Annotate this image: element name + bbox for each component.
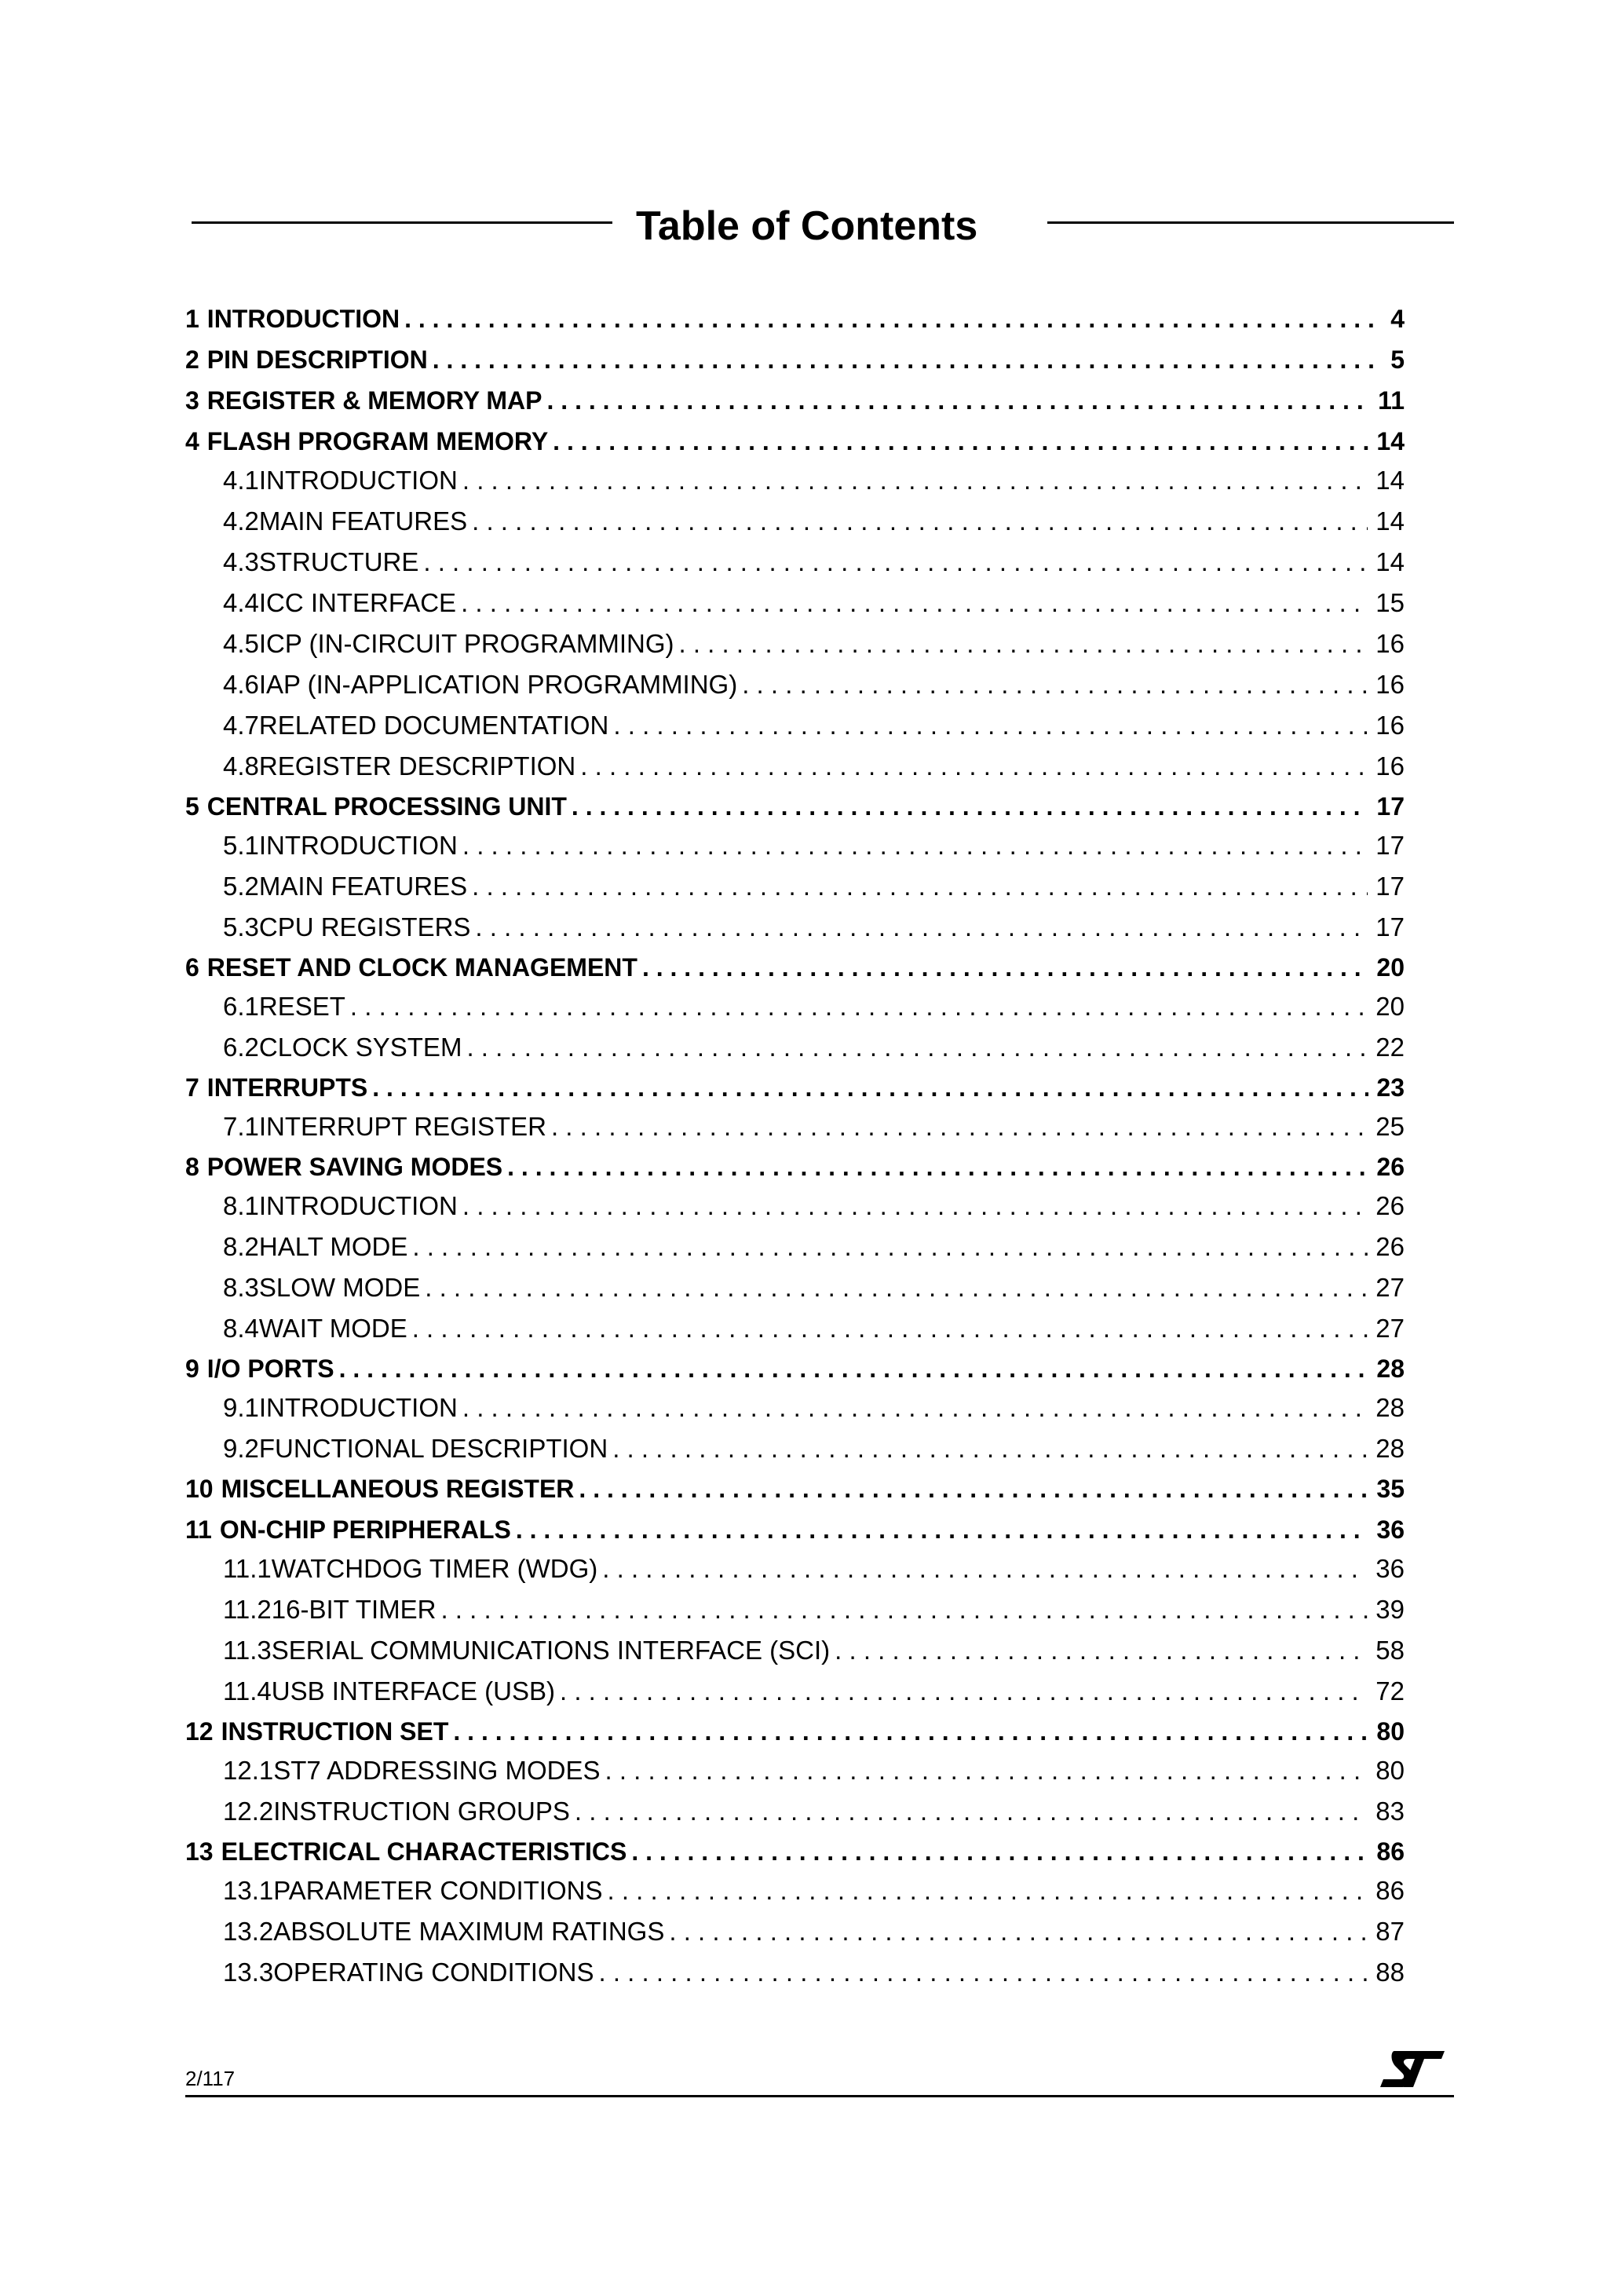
toc-entry-page: 14 bbox=[1375, 506, 1405, 536]
title-rule-right bbox=[1047, 221, 1454, 224]
toc-entry-number: 8.3 bbox=[223, 1273, 259, 1302]
toc-entry-page: 16 bbox=[1375, 629, 1405, 658]
toc-section-entry[interactable] bbox=[185, 1797, 1405, 1828]
toc-entry-page: 5 bbox=[1390, 345, 1405, 374]
toc-entry-page: 17 bbox=[1375, 912, 1405, 941]
toc-leader-dots bbox=[572, 792, 1369, 821]
toc-entry-label: FLASH PROGRAM MEMORY bbox=[206, 427, 549, 455]
toc-section-entry[interactable] bbox=[185, 1273, 1405, 1304]
toc-leader-dots bbox=[461, 588, 1368, 618]
toc-leader-dots bbox=[472, 872, 1368, 901]
toc-entry-number: 4.6 bbox=[223, 670, 259, 699]
toc-entry-number: 8 bbox=[185, 1153, 199, 1181]
toc-chapter-entry[interactable] bbox=[185, 1153, 1405, 1184]
toc-entry-page: 26 bbox=[1376, 1153, 1405, 1181]
toc-leader-dots bbox=[350, 992, 1368, 1022]
toc-entry-page: 87 bbox=[1375, 1917, 1405, 1946]
toc-entry-page: 14 bbox=[1376, 427, 1405, 455]
toc-leader-dots bbox=[412, 1314, 1368, 1344]
toc-entry-page: 15 bbox=[1375, 588, 1405, 617]
toc-entry-label: INTRODUCTION bbox=[258, 831, 458, 860]
toc-section-entry[interactable] bbox=[185, 1595, 1405, 1626]
toc-leader-dots bbox=[462, 1393, 1368, 1423]
toc-entry-number: 8.4 bbox=[223, 1314, 259, 1343]
toc-entry-page: 17 bbox=[1376, 792, 1405, 821]
toc-entry-label: REGISTER DESCRIPTION bbox=[258, 751, 576, 781]
toc-entry-label: INTRODUCTION bbox=[206, 305, 400, 333]
toc-entry-number: 4.3 bbox=[223, 547, 259, 576]
toc-chapter-entry[interactable] bbox=[185, 1073, 1405, 1105]
toc-entry-label: INTRODUCTION bbox=[258, 466, 458, 495]
toc-leader-dots bbox=[580, 751, 1368, 781]
toc-chapter-entry[interactable] bbox=[185, 427, 1405, 459]
toc-entry-label: REGISTER & MEMORY MAP bbox=[206, 386, 542, 415]
toc-leader-dots bbox=[608, 1876, 1368, 1906]
toc-section-entry[interactable] bbox=[185, 547, 1405, 579]
toc-leader-dots bbox=[642, 953, 1368, 982]
toc-entry-label: INTRODUCTION bbox=[258, 1191, 458, 1220]
toc-entry-label: IAP (IN-APPLICATION PROGRAMMING) bbox=[258, 670, 738, 699]
toc-entry-page: 16 bbox=[1375, 670, 1405, 699]
toc-chapter-entry[interactable] bbox=[185, 1355, 1405, 1386]
toc-entry-page: 23 bbox=[1376, 1073, 1405, 1102]
toc-entry-page: 86 bbox=[1376, 1837, 1405, 1866]
toc-entry-label: RESET bbox=[258, 992, 345, 1021]
toc-chapter-entry[interactable] bbox=[185, 953, 1405, 985]
toc-entry-number: 4.1 bbox=[223, 466, 259, 495]
toc-chapter-entry[interactable] bbox=[185, 1515, 1405, 1547]
toc-section-entry[interactable] bbox=[185, 1393, 1405, 1424]
toc-entry-label: INTERRUPTS bbox=[206, 1073, 368, 1102]
toc-entry-number: 3 bbox=[185, 386, 199, 415]
toc-leader-dots bbox=[372, 1073, 1368, 1102]
toc-entry-page: 4 bbox=[1390, 305, 1405, 333]
toc-leader-dots bbox=[472, 506, 1368, 536]
toc-chapter-entry[interactable] bbox=[185, 1837, 1405, 1869]
toc-entry-label: POWER SAVING MODES bbox=[206, 1153, 503, 1181]
toc-leader-dots bbox=[453, 1717, 1368, 1746]
toc-entry-label: ON-CHIP PERIPHERALS bbox=[219, 1515, 511, 1544]
toc-entry-label: MAIN FEATURES bbox=[258, 506, 468, 536]
toc-entry-number: 11.3 bbox=[223, 1636, 272, 1665]
toc-section-entry[interactable] bbox=[185, 912, 1405, 944]
toc-entry-label: WATCHDOG TIMER (WDG) bbox=[271, 1554, 598, 1583]
toc-entry-page: 27 bbox=[1375, 1273, 1405, 1302]
toc-section-entry[interactable] bbox=[185, 1314, 1405, 1345]
toc-entry-page: 17 bbox=[1375, 872, 1405, 901]
toc-section-entry[interactable] bbox=[185, 1033, 1405, 1064]
toc-entry-label: ICC INTERFACE bbox=[258, 588, 457, 617]
toc-entry-number: 4 bbox=[185, 427, 199, 455]
toc-entry-page: 20 bbox=[1375, 992, 1405, 1021]
toc-entry-page: 80 bbox=[1376, 1717, 1405, 1746]
toc-entry-number: 11 bbox=[185, 1515, 212, 1544]
toc-section-entry[interactable] bbox=[185, 1958, 1405, 1989]
toc-entry-label: USB INTERFACE (USB) bbox=[271, 1676, 555, 1706]
toc-entry-label: PIN DESCRIPTION bbox=[206, 345, 428, 374]
toc-entry-label: ST7 ADDRESSING MODES bbox=[273, 1756, 601, 1785]
toc-entry-page: 36 bbox=[1376, 1515, 1405, 1544]
toc-leader-dots bbox=[475, 912, 1368, 942]
toc-entry-number: 6.2 bbox=[223, 1033, 259, 1062]
toc-leader-dots bbox=[423, 547, 1368, 577]
toc-chapter-entry[interactable] bbox=[185, 386, 1405, 418]
toc-entry-label: RESET AND CLOCK MANAGEMENT bbox=[206, 953, 637, 982]
toc-leader-dots bbox=[440, 1595, 1368, 1625]
toc-entry-number: 6 bbox=[185, 953, 199, 982]
toc-entry-page: 16 bbox=[1375, 711, 1405, 740]
toc-section-entry[interactable] bbox=[185, 1554, 1405, 1585]
toc-section-entry[interactable] bbox=[185, 629, 1405, 660]
toc-section-entry[interactable] bbox=[185, 1434, 1405, 1465]
toc-section-entry[interactable] bbox=[185, 831, 1405, 862]
toc-section-entry[interactable] bbox=[185, 1636, 1405, 1667]
toc-entry-number: 8.1 bbox=[223, 1191, 259, 1220]
toc-entry-label: OPERATING CONDITIONS bbox=[273, 1958, 594, 1987]
toc-entry-label: CLOCK SYSTEM bbox=[258, 1033, 462, 1062]
toc-entry-label: HALT MODE bbox=[258, 1232, 408, 1261]
toc-entry-number: 9.2 bbox=[223, 1434, 259, 1463]
toc-entry-number: 8.2 bbox=[223, 1232, 259, 1261]
toc-leader-dots bbox=[462, 466, 1368, 495]
toc-chapter-entry[interactable] bbox=[185, 1475, 1405, 1506]
toc-entry-number: 4.5 bbox=[223, 629, 259, 658]
toc-entry-page: 28 bbox=[1375, 1434, 1405, 1463]
toc-entry-number: 2 bbox=[185, 345, 199, 374]
toc-entry-page: 88 bbox=[1375, 1958, 1405, 1987]
toc-leader-dots bbox=[433, 345, 1383, 375]
toc-section-entry[interactable] bbox=[185, 1676, 1405, 1708]
toc-leader-dots bbox=[631, 1837, 1368, 1866]
toc-leader-dots bbox=[742, 670, 1368, 700]
toc-entry-page: 26 bbox=[1375, 1232, 1405, 1261]
toc-entry-page: 25 bbox=[1375, 1112, 1405, 1141]
toc-leader-dots bbox=[462, 1191, 1368, 1221]
toc-leader-dots bbox=[462, 831, 1368, 861]
toc-entry-label: SLOW MODE bbox=[258, 1273, 421, 1302]
toc-chapter-entry[interactable] bbox=[185, 345, 1405, 377]
toc-section-entry[interactable] bbox=[185, 1232, 1405, 1263]
page-number: 2/117 bbox=[185, 2067, 236, 2090]
st-logo-icon bbox=[1379, 2048, 1446, 2090]
toc-entry-number: 4.7 bbox=[223, 711, 259, 740]
toc-entry-page: 35 bbox=[1376, 1475, 1405, 1503]
toc-leader-dots bbox=[551, 1112, 1368, 1142]
toc-leader-dots bbox=[466, 1033, 1368, 1062]
toc-entry-page: 14 bbox=[1375, 547, 1405, 576]
toc-leader-dots bbox=[679, 629, 1368, 659]
toc-entry-label: INTRODUCTION bbox=[258, 1393, 458, 1422]
toc-leader-dots bbox=[602, 1554, 1368, 1584]
toc-entry-number: 13 bbox=[185, 1837, 214, 1866]
toc-leader-dots bbox=[560, 1676, 1368, 1706]
toc-leader-dots bbox=[547, 386, 1371, 415]
toc-section-entry[interactable] bbox=[185, 466, 1405, 497]
toc-leader-dots bbox=[507, 1153, 1368, 1182]
toc-entry-label: PARAMETER CONDITIONS bbox=[273, 1876, 603, 1905]
toc-entry-number: 4.8 bbox=[223, 751, 259, 781]
toc-entry-page: 28 bbox=[1376, 1355, 1405, 1383]
toc-leader-dots bbox=[425, 1273, 1368, 1303]
toc-entry-label: STRUCTURE bbox=[258, 547, 419, 576]
toc-entry-page: 86 bbox=[1375, 1876, 1405, 1905]
toc-entry-label: ABSOLUTE MAXIMUM RATINGS bbox=[273, 1917, 665, 1946]
toc-entry-number: 5.2 bbox=[223, 872, 259, 901]
toc-entry-page: 26 bbox=[1375, 1191, 1405, 1220]
toc-leader-dots bbox=[553, 427, 1368, 456]
toc-entry-number: 11.1 bbox=[223, 1554, 272, 1583]
toc-entry-label: INTERRUPT REGISTER bbox=[258, 1112, 546, 1141]
toc-leader-dots bbox=[516, 1515, 1369, 1545]
toc-leader-dots bbox=[339, 1355, 1369, 1384]
toc-entry-label: ICP (IN-CIRCUIT PROGRAMMING) bbox=[258, 629, 674, 658]
toc-section-entry[interactable] bbox=[185, 1112, 1405, 1143]
toc-entry-label: SERIAL COMMUNICATIONS INTERFACE (SCI) bbox=[271, 1636, 831, 1665]
toc-section-entry[interactable] bbox=[185, 588, 1405, 620]
toc-entry-number: 1 bbox=[185, 305, 199, 333]
toc-entry-page: 22 bbox=[1375, 1033, 1405, 1062]
toc-entry-number: 9.1 bbox=[223, 1393, 259, 1422]
toc-section-entry[interactable] bbox=[185, 506, 1405, 538]
toc-entry-page: 80 bbox=[1375, 1756, 1405, 1785]
footer-rule bbox=[185, 2095, 1454, 2097]
toc-entry-page: 83 bbox=[1375, 1797, 1405, 1826]
title-row bbox=[192, 195, 1454, 258]
toc-entry-number: 12 bbox=[185, 1717, 214, 1746]
toc-entry-label: INSTRUCTION GROUPS bbox=[273, 1797, 570, 1826]
toc-entry-page: 14 bbox=[1375, 466, 1405, 495]
toc-chapter-entry[interactable] bbox=[185, 792, 1405, 824]
toc-entry-number: 7 bbox=[185, 1073, 199, 1102]
toc-entry-label: CPU REGISTERS bbox=[258, 912, 471, 941]
toc-entry-page: 17 bbox=[1375, 831, 1405, 860]
toc-leader-dots bbox=[579, 1475, 1368, 1504]
toc-section-entry[interactable] bbox=[185, 992, 1405, 1023]
toc-entry-number: 12.2 bbox=[223, 1797, 274, 1826]
toc-entry-page: 28 bbox=[1375, 1393, 1405, 1422]
toc-entry-page: 20 bbox=[1376, 953, 1405, 982]
toc-entry-label: WAIT MODE bbox=[258, 1314, 407, 1343]
page-title: Table of Contents bbox=[636, 203, 978, 249]
toc-section-entry[interactable] bbox=[185, 711, 1405, 742]
toc-entry-number: 13.3 bbox=[223, 1958, 274, 1987]
toc-entry-number: 7.1 bbox=[223, 1112, 259, 1141]
toc-entry-number: 5.3 bbox=[223, 912, 259, 941]
toc-section-entry[interactable] bbox=[185, 751, 1405, 783]
title-rule-left bbox=[192, 221, 612, 224]
toc-leader-dots bbox=[613, 711, 1368, 740]
toc-entry-label: I/O PORTS bbox=[206, 1355, 334, 1383]
toc-entry-label: MAIN FEATURES bbox=[258, 872, 468, 901]
toc-entry-label: MISCELLANEOUS REGISTER bbox=[221, 1475, 575, 1503]
toc-section-entry[interactable] bbox=[185, 1756, 1405, 1787]
toc-entry-page: 72 bbox=[1375, 1676, 1405, 1706]
toc-entry-number: 6.1 bbox=[223, 992, 259, 1021]
toc-entry-number: 11.4 bbox=[223, 1676, 272, 1706]
toc-entry-label: FUNCTIONAL DESCRIPTION bbox=[258, 1434, 608, 1463]
toc-entry-number: 10 bbox=[185, 1475, 214, 1503]
toc-entry-number: 9 bbox=[185, 1355, 199, 1383]
toc-leader-dots bbox=[835, 1636, 1368, 1665]
toc-section-entry[interactable] bbox=[185, 1917, 1405, 1948]
toc-entry-page: 39 bbox=[1375, 1595, 1405, 1624]
toc-entry-page: 58 bbox=[1375, 1636, 1405, 1665]
toc-entry-page: 11 bbox=[1378, 386, 1405, 415]
toc-leader-dots bbox=[598, 1958, 1368, 1987]
toc-entry-label: 16-BIT TIMER bbox=[271, 1595, 437, 1624]
toc-entry-page: 16 bbox=[1375, 751, 1405, 781]
toc-entry-number: 13.2 bbox=[223, 1917, 274, 1946]
toc-leader-dots bbox=[669, 1917, 1368, 1947]
toc-entry-number: 11.2 bbox=[223, 1595, 272, 1624]
toc-entry-label: CENTRAL PROCESSING UNIT bbox=[206, 792, 567, 821]
toc-entry-label: INSTRUCTION SET bbox=[221, 1717, 449, 1746]
toc-chapter-entry[interactable] bbox=[185, 305, 1405, 336]
toc-leader-dots bbox=[575, 1797, 1368, 1826]
toc-entry-page: 36 bbox=[1375, 1554, 1405, 1583]
toc-leader-dots bbox=[404, 305, 1383, 334]
toc-entry-label: RELATED DOCUMENTATION bbox=[258, 711, 609, 740]
toc-section-entry[interactable] bbox=[185, 670, 1405, 701]
toc-entry-label: ELECTRICAL CHARACTERISTICS bbox=[221, 1837, 627, 1866]
toc-entry-number: 4.4 bbox=[223, 588, 259, 617]
toc-leader-dots bbox=[412, 1232, 1368, 1262]
toc-section-entry[interactable] bbox=[185, 872, 1405, 903]
toc-section-entry[interactable] bbox=[185, 1876, 1405, 1907]
toc-entry-number: 13.1 bbox=[223, 1876, 274, 1905]
toc-entry-number: 12.1 bbox=[223, 1756, 274, 1785]
toc-entry-number: 4.2 bbox=[223, 506, 259, 536]
toc-leader-dots bbox=[612, 1434, 1368, 1464]
toc-entry-number: 5.1 bbox=[223, 831, 259, 860]
toc-chapter-entry[interactable] bbox=[185, 1717, 1405, 1749]
toc-entry-page: 27 bbox=[1375, 1314, 1405, 1343]
toc-leader-dots bbox=[605, 1756, 1368, 1786]
toc-entry-number: 5 bbox=[185, 792, 199, 821]
toc-section-entry[interactable] bbox=[185, 1191, 1405, 1223]
